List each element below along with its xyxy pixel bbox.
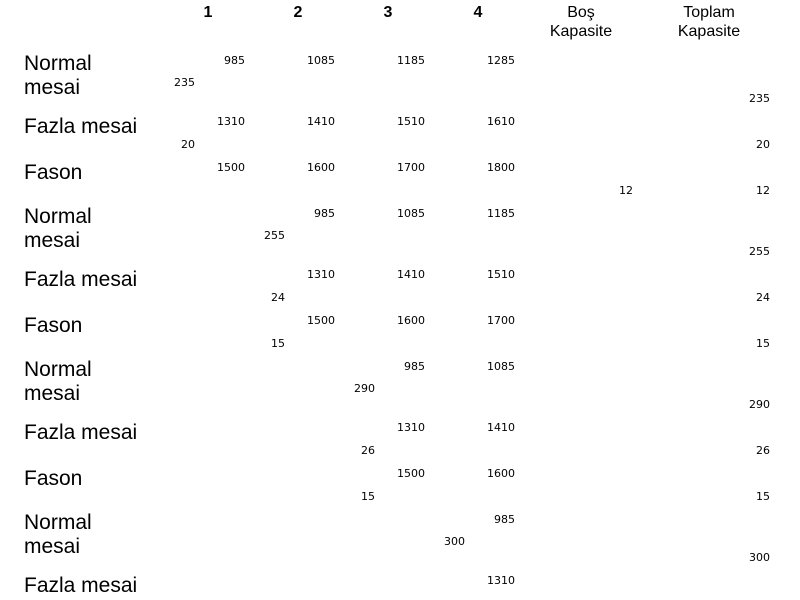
source-label: Normal mesai — [24, 205, 92, 252]
unit-cost-cell: 1185 — [487, 207, 515, 220]
idle-capacity-header: Boş Kapasite — [549, 4, 613, 40]
unit-cost-cell: 1500 — [397, 467, 425, 480]
source-label: Normal mesai — [24, 358, 92, 405]
unit-cost-cell: 1500 — [217, 161, 245, 174]
total-capacity-value: 24 — [756, 291, 770, 304]
period-header-4: 4 — [473, 4, 483, 21]
total-capacity-value: 15 — [756, 490, 770, 503]
unit-cost-cell: 1285 — [487, 54, 515, 67]
unit-cost-cell: 1600 — [487, 467, 515, 480]
unit-cost-cell: 985 — [314, 207, 335, 220]
allocation-value: 26 — [361, 444, 375, 457]
period-header-2: 2 — [293, 4, 303, 21]
unit-cost-cell: 1800 — [487, 161, 515, 174]
allocation-value: 235 — [174, 76, 195, 89]
unit-cost-cell: 1500 — [307, 314, 335, 327]
total-capacity-value: 26 — [756, 444, 770, 457]
total-capacity-header: Toplam Kapasite — [677, 4, 741, 40]
total-capacity-value: 20 — [756, 138, 770, 151]
source-label: Fazla mesai — [24, 574, 138, 597]
allocation-value: 15 — [361, 490, 375, 503]
allocation-value: 255 — [264, 229, 285, 242]
period-header-1: 1 — [203, 4, 213, 21]
unit-cost-cell: 1600 — [307, 161, 335, 174]
unit-cost-cell: 1310 — [487, 574, 515, 587]
source-label: Fason — [24, 161, 83, 184]
unit-cost-cell: 1310 — [217, 115, 245, 128]
unit-cost-cell: 1085 — [307, 54, 335, 67]
source-label: Fazla mesai — [24, 115, 138, 138]
allocation-value: 24 — [271, 291, 285, 304]
total-capacity-value: 12 — [756, 184, 770, 197]
total-capacity-value: 15 — [756, 337, 770, 350]
source-label: Fason — [24, 314, 83, 337]
unit-cost-cell: 1700 — [487, 314, 515, 327]
source-label: Normal mesai — [24, 52, 92, 99]
source-label: Fazla mesai — [24, 421, 138, 444]
total-capacity-value: 255 — [749, 245, 770, 258]
total-capacity-value: 300 — [749, 551, 770, 564]
allocation-value: 15 — [271, 337, 285, 350]
unit-cost-cell: 1600 — [397, 314, 425, 327]
unit-cost-cell: 1510 — [487, 268, 515, 281]
period-header-3: 3 — [383, 4, 393, 21]
unit-cost-cell: 1085 — [397, 207, 425, 220]
unit-cost-cell: 1310 — [307, 268, 335, 281]
allocation-value: 290 — [354, 382, 375, 395]
unit-cost-cell: 985 — [224, 54, 245, 67]
unit-cost-cell: 1610 — [487, 115, 515, 128]
unit-cost-cell: 1185 — [397, 54, 425, 67]
unit-cost-cell: 1410 — [487, 421, 515, 434]
source-label: Fazla mesai — [24, 268, 138, 291]
allocation-value: 300 — [444, 535, 465, 548]
unit-cost-cell: 1310 — [397, 421, 425, 434]
source-label: Normal mesai — [24, 511, 92, 558]
unit-cost-cell: 985 — [404, 360, 425, 373]
unit-cost-cell: 985 — [494, 513, 515, 526]
unit-cost-cell: 1085 — [487, 360, 515, 373]
allocation-value: 20 — [181, 138, 195, 151]
idle-capacity-value: 12 — [619, 184, 633, 197]
unit-cost-cell: 1410 — [307, 115, 335, 128]
unit-cost-cell: 1410 — [397, 268, 425, 281]
source-label: Fason — [24, 467, 83, 490]
total-capacity-value: 290 — [749, 398, 770, 411]
unit-cost-cell: 1700 — [397, 161, 425, 174]
unit-cost-cell: 1510 — [397, 115, 425, 128]
total-capacity-value: 235 — [749, 92, 770, 105]
